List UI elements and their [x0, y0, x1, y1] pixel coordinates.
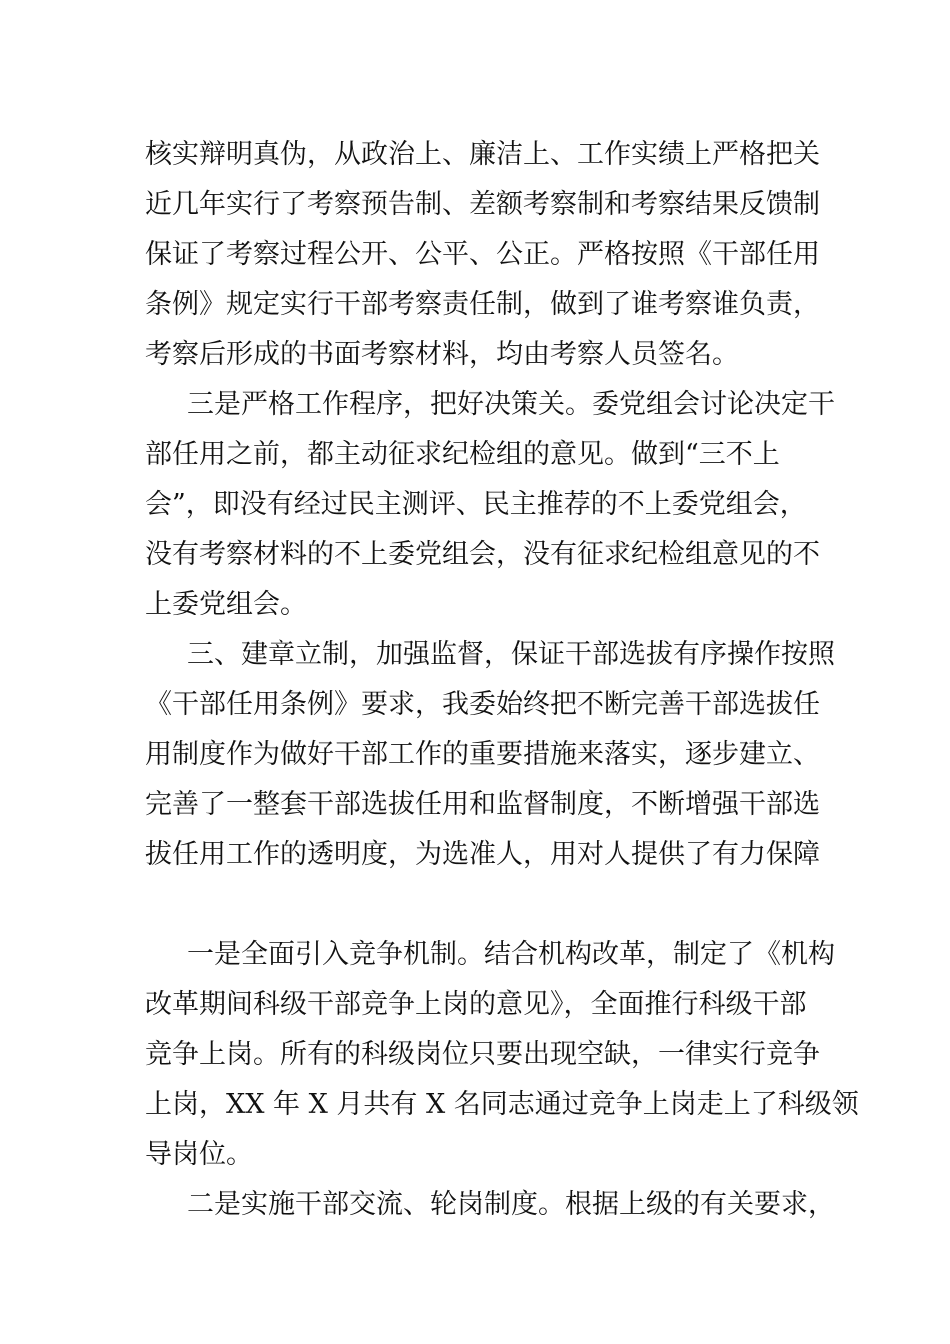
paragraph-start-line: 一是全面引入竞争机制。结合机构改革，制定了《机构 — [187, 939, 835, 970]
text-line: 条例》规定实行干部考察责任制，做到了谁考察谁负责， — [145, 289, 820, 320]
text-line: 会”，即没有经过民主测评、民主推荐的不上委党组会， — [145, 489, 807, 520]
text-line: 考察后形成的书面考察材料，均由考察人员签名。 — [145, 339, 739, 370]
text-line: 用制度作为做好干部工作的重要措施来落实，逐步建立、 — [145, 739, 820, 770]
paragraph-start-line: 三是严格工作程序，把好决策关。委党组会讨论决定干 — [187, 389, 835, 420]
text-line: 导岗位。 — [145, 1139, 253, 1170]
text-line: 改革期间科级干部竞争上岗的意见》，全面推行科级干部 — [145, 989, 807, 1020]
paragraph-start-line: 二是实施干部交流、轮岗制度。根据上级的有关要求， — [187, 1189, 835, 1220]
section-heading-line: 三、建章立制，加强监督，保证干部选拔有序操作按照 — [187, 639, 835, 670]
text-line: 没有考察材料的不上委党组会，没有征求纪检组意见的不 — [145, 539, 820, 570]
text-line: 近几年实行了考察预告制、差额考察制和考察结果反馈制 — [145, 189, 820, 220]
text-line: 核实辩明真伪，从政治上、廉洁上、工作实绩上严格把关 — [145, 139, 820, 170]
text-line: 上岗，XX 年 X 月共有 X 名同志通过竞争上岗走上了科级领 — [145, 1089, 859, 1120]
text-line: 完善了一整套干部选拔任用和监督制度，不断增强干部选 — [145, 789, 820, 820]
text-line: 部任用之前，都主动征求纪检组的意见。做到“三不上 — [145, 439, 780, 470]
text-line: 上委党组会。 — [145, 589, 307, 620]
text-line: 《干部任用条例》要求，我委始终把不断完善干部选拔任 — [145, 689, 820, 720]
text-line: 拔任用工作的透明度，为选准人，用对人提供了有力保障 — [145, 839, 820, 870]
text-line: 保证了考察过程公开、公平、公正。严格按照《干部任用 — [145, 239, 820, 270]
text-line: 竞争上岗。所有的科级岗位只要出现空缺，一律实行竞争 — [145, 1039, 820, 1070]
